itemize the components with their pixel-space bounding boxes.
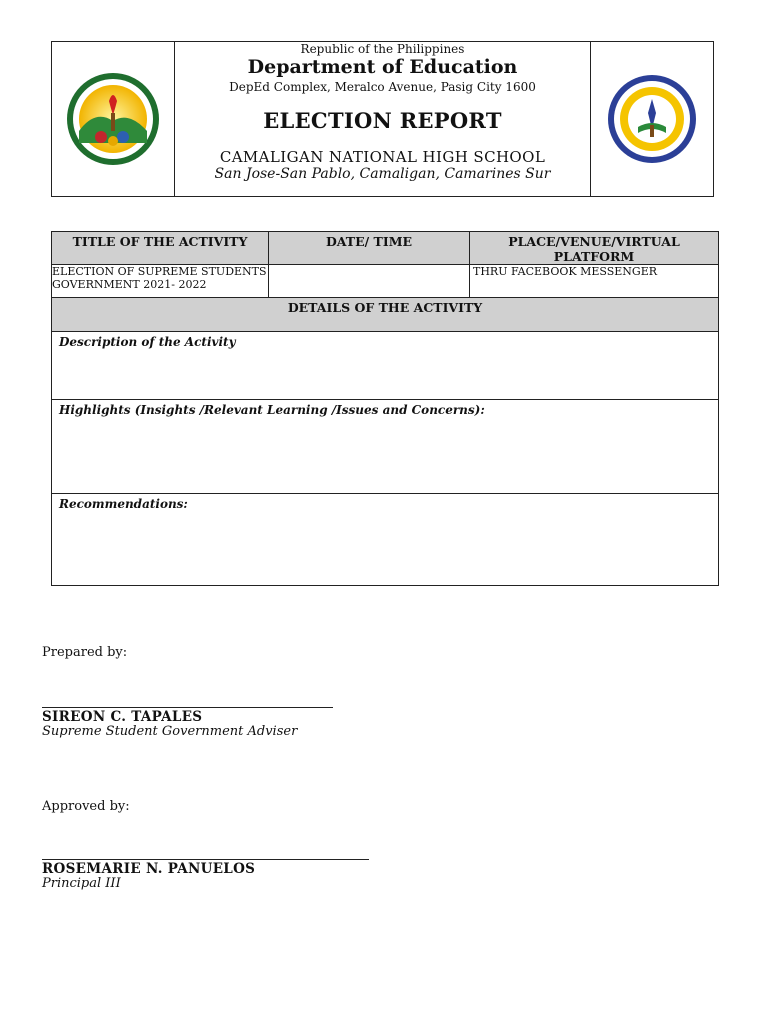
table-row bbox=[52, 265, 719, 298]
highlights-row bbox=[52, 400, 719, 494]
activity-title-header: TITLE OF THE ACTIVITY bbox=[52, 232, 269, 265]
date-time-cell bbox=[269, 265, 470, 298]
prepared-signature-line bbox=[42, 707, 333, 708]
school-seal-logo bbox=[590, 42, 713, 196]
description-row bbox=[52, 332, 719, 400]
highlights-label: Highlights (Insights /Relevant Learning /Issues and Concerns): bbox=[52, 400, 719, 494]
division-seal-icon bbox=[65, 71, 161, 167]
prepared-by-label: Prepared by: bbox=[42, 645, 128, 660]
department-name: Department of Education bbox=[247, 56, 518, 78]
activity-report-table bbox=[51, 231, 719, 586]
approved-signature-line bbox=[42, 859, 369, 860]
recommendations-row bbox=[52, 494, 719, 586]
activity-title-cell: ELECTION OF SUPREME STUDENTS GOVERNMENT 2021- 2022 bbox=[52, 265, 269, 298]
table-header-row bbox=[52, 232, 719, 265]
details-heading-row bbox=[52, 298, 719, 332]
approved-by-position: Principal III bbox=[42, 876, 121, 891]
approved-by-name: ROSEMARIE N. PANUELOS bbox=[42, 861, 256, 877]
prepared-by-name: SIREON C. TAPALES bbox=[42, 709, 203, 725]
report-title: ELECTION REPORT bbox=[263, 108, 502, 133]
recommendations-label: Recommendations: bbox=[52, 494, 719, 586]
prepared-by-position: Supreme Student Government Adviser bbox=[42, 724, 298, 739]
venue-header: PLACE/VENUE/VIRTUAL PLATFORM bbox=[470, 232, 719, 265]
school-address: San Jose-San Pablo, Camaligan, Camarines Sur bbox=[214, 166, 551, 182]
date-time-header: DATE/ TIME bbox=[269, 232, 470, 265]
department-address: DepEd Complex, Meralco Avenue, Pasig City 1600 bbox=[229, 80, 536, 94]
description-label: Description of the Activity bbox=[52, 332, 719, 400]
approved-by-label: Approved by: bbox=[42, 799, 130, 814]
letterhead bbox=[51, 41, 714, 197]
venue-cell: THRU FACEBOOK MESSENGER bbox=[470, 265, 719, 298]
letterhead-text bbox=[175, 42, 590, 196]
republic-line: Republic of the Philippines bbox=[300, 42, 465, 56]
school-name: CAMALIGAN NATIONAL HIGH SCHOOL bbox=[219, 148, 546, 166]
division-seal-logo bbox=[52, 42, 175, 196]
school-seal-icon bbox=[606, 73, 698, 165]
details-heading: DETAILS OF THE ACTIVITY bbox=[52, 298, 719, 332]
